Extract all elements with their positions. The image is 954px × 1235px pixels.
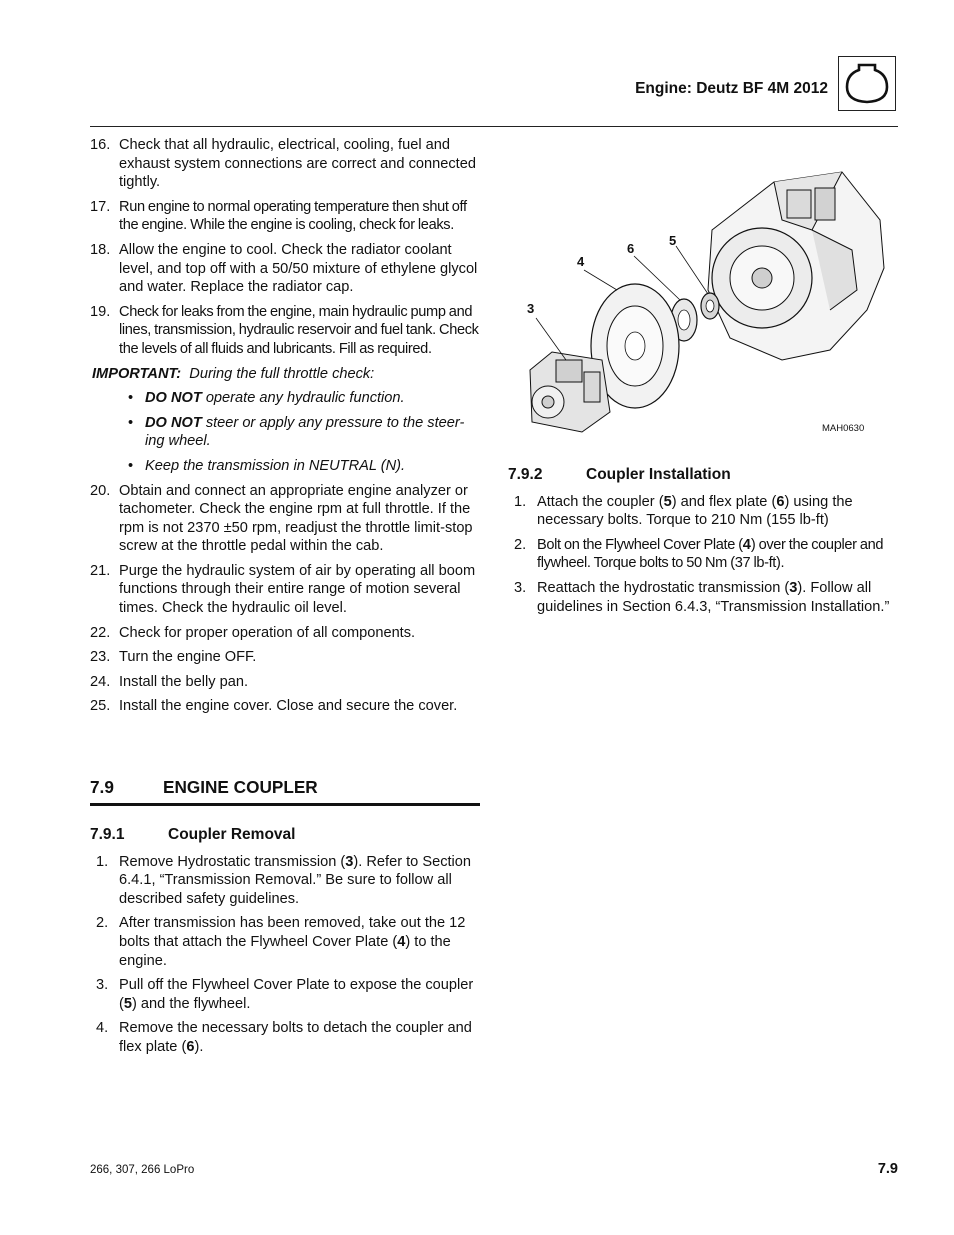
installation-steps <box>508 493 900 617</box>
callout-3: 3 <box>527 301 535 316</box>
list-item: 1. Remove Hydrostatic transmission (3). Refer to Section 6.4.1, “Transmission Removal.” Be sure to follow all described safety guidelines. <box>96 853 472 907</box>
list-item <box>90 198 482 235</box>
list-item <box>90 697 482 716</box>
bullet-text: steer or apply any pressure to the steer-ing wheel. <box>145 414 465 450</box>
important-text: During the full throttle check: <box>189 365 375 382</box>
steps-list-top <box>90 136 482 359</box>
exploded-drawing <box>512 160 902 438</box>
subsection-title: Coupler Installation <box>586 466 731 483</box>
step-number: 20. <box>90 482 111 499</box>
list-item: • Keep the transmission in NEUTRAL (N). <box>128 457 406 474</box>
steps-list-bottom <box>90 482 482 717</box>
subsection-heading <box>90 826 482 845</box>
list-item <box>90 482 482 556</box>
bullet-emphasis: DO NOT <box>145 390 202 407</box>
page-header-title: Engine: Deutz BF 4M 2012 <box>635 80 828 97</box>
step-number: 4. <box>96 1020 109 1037</box>
list-item <box>90 648 482 667</box>
step-number: 2. <box>96 915 109 932</box>
step-text: Obtain and connect an appropriate engine analyzer or tachometer. Check the engine rpm at full throttle. If the rpm is not 2370 ±50 rpm, readjust the throttle limit-stop screw at the throttle pedal within the cab. <box>119 482 473 555</box>
removal-steps <box>90 853 482 1057</box>
callout-ref: 3 <box>789 579 798 596</box>
step-number: 22. <box>90 624 111 641</box>
important-bullets <box>90 389 482 475</box>
callout-6: 6 <box>627 241 635 256</box>
section-title: ENGINE COUPLER <box>163 777 318 797</box>
callout-4: 4 <box>577 254 585 269</box>
step-number: 19. <box>90 303 111 320</box>
figure-code: MAH0630 <box>822 423 865 434</box>
coupler-exploded-figure <box>512 160 902 438</box>
list-item <box>90 303 482 359</box>
list-item <box>90 562 482 618</box>
removal-block <box>90 826 482 1063</box>
callout-ref: 5 <box>663 493 672 510</box>
step-number: 2. <box>514 536 527 553</box>
list-item: 2. Bolt on the Flywheel Cover Plate (4) over the coupler and flywheel. Torque bolts to 50 Nm (37 lb-ft). <box>514 536 884 572</box>
subsection-number: 7.9.1 <box>90 826 125 843</box>
step-number: 24. <box>90 673 111 690</box>
step-number: 18. <box>90 241 111 258</box>
step-number: 1. <box>96 853 109 870</box>
engine-section-icon <box>838 56 896 111</box>
list-item: 1. Attach the coupler (5) and flex plate (6) using the necessary bolts. Torque to 210 Nm (155 lb-ft) <box>514 493 853 529</box>
step-number: 23. <box>90 649 111 666</box>
step-text: Install the belly pan. <box>119 673 248 690</box>
step-text: Run engine to normal operating temperature then shut off the engine. While the engine is cooling, check for leaks. <box>119 198 467 234</box>
installation-block <box>508 466 900 622</box>
list-item <box>90 241 482 297</box>
important-note <box>92 365 482 384</box>
list-item: • DO NOT operate any hydraulic function. <box>128 390 405 407</box>
bullet-emphasis: DO NOT <box>145 414 202 431</box>
important-label: IMPORTANT: <box>92 365 182 382</box>
callout-ref: 5 <box>123 995 132 1012</box>
callout-ref: 3 <box>345 853 354 870</box>
list-item: 4. Remove the necessary bolts to detach the coupler and flex plate (6). <box>96 1020 472 1055</box>
step-number: 16. <box>90 137 111 153</box>
step-number: 1. <box>514 493 527 510</box>
step-text: Purge the hydraulic system of air by operating all boom functions through their entire range of motion several times. Check the hydraulic oil level. <box>119 562 476 617</box>
step-number: 3. <box>514 579 527 596</box>
callout-ref: 4 <box>397 933 406 950</box>
section-number: 7.9 <box>90 777 114 797</box>
step-text: Check that all hydraulic, electrical, cooling, fuel and exhaust system connections are correct and connected tightly. <box>119 137 476 191</box>
step-number: 17. <box>90 198 111 215</box>
step-text: Check for leaks from the engine, main hydraulic pump and lines, transmission, hydraulic reservoir and fuel tank. Check the levels of all fluids and lubricants. Fill as required. <box>119 303 479 357</box>
section-heading <box>90 778 480 806</box>
bullet-text: operate any hydraulic function. <box>201 390 405 407</box>
list-item: 2. After transmission has been removed, take out the 12 bolts that attach the Flywheel Cover Plate (4) to the engine. <box>96 915 466 969</box>
step-text: Install the engine cover. Close and secure the cover. <box>119 698 458 715</box>
subsection-heading <box>508 466 900 485</box>
footer-models: 266, 307, 266 LoPro <box>90 1164 195 1176</box>
list-item <box>90 673 482 692</box>
list-item <box>90 136 482 192</box>
subsection-title: Coupler Removal <box>168 826 296 843</box>
list-item <box>90 624 482 643</box>
step-number: 3. <box>96 977 109 994</box>
step-text: Turn the engine OFF. <box>119 649 257 666</box>
callout-ref: 6 <box>776 493 785 510</box>
header-divider <box>90 126 898 127</box>
step-text: Check for proper operation of all components. <box>119 624 416 641</box>
callout-ref: 4 <box>742 536 751 553</box>
step-number: 25. <box>90 698 111 715</box>
step-number: 21. <box>90 562 111 579</box>
callout-ref: 6 <box>186 1038 195 1055</box>
list-item: • DO NOT steer or apply any pressure to the steer-ing wheel. <box>128 414 465 450</box>
list-item: 3. Pull off the Flywheel Cover Plate to expose the coupler (5) and the flywheel. <box>96 977 474 1012</box>
step-text: Allow the engine to cool. Check the radiator coolant level, and top off with a 50/50 mixture of ethylene glycol and water. Replace the radiator cap. <box>119 241 478 296</box>
callout-5: 5 <box>669 233 677 248</box>
page-number: 7.9 <box>877 1161 898 1177</box>
list-item: 3. Reattach the hydrostatic transmission (3). Follow all guidelines in Section 6.4.3, “Transmission Installation.” <box>514 579 890 615</box>
subsection-number: 7.9.2 <box>508 466 543 483</box>
left-column <box>90 136 482 722</box>
bullet-text: Keep the transmission in NEUTRAL (N). <box>145 457 406 474</box>
